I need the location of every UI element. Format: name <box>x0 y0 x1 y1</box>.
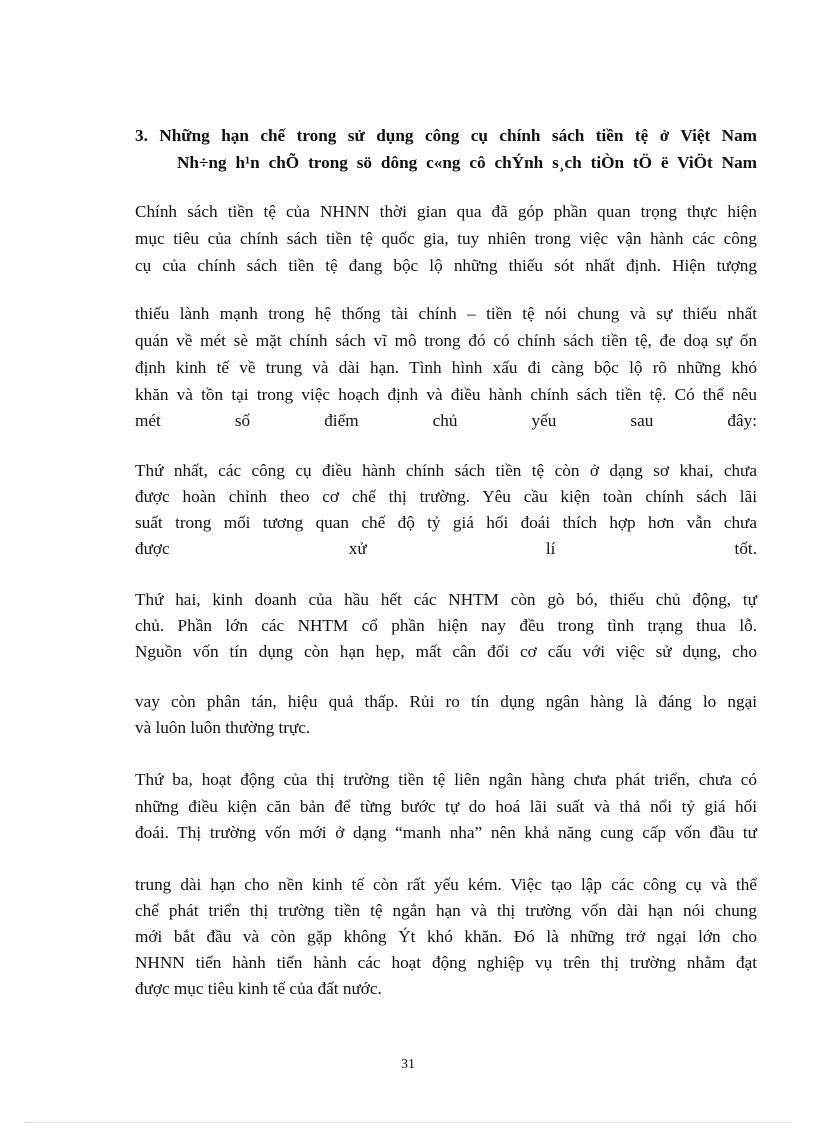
paragraph-line: Thứ nhất, các công cụ điều hành chính sách tiền tệ còn ở dạng sơ khai, chưa <box>135 461 757 480</box>
paragraph-line: suất trong mối tương quan chế độ tỷ giá hối đoái thích hợp hơn vẫn chưa <box>135 513 757 532</box>
paragraph-line: và luôn luôn thường trực. <box>135 718 311 737</box>
paragraph-line: chủ. Phần lớn các NHTM cổ phần hiện nay đều trong tình trạng thua lỗ. <box>135 616 757 635</box>
paragraph-line: được hoàn chỉnh theo cơ chế thị trường. Yêu cầu kiện toàn chính sách lãi <box>135 487 757 506</box>
paragraph-line: trung dài hạn cho nền kinh tế còn rất yếu kém. Việc tạo lập các công cụ và thể <box>135 875 757 894</box>
paragraph-line: Chính sách tiền tệ của NHNN thời gian qua đã góp phần quan trọng thực hiện <box>135 202 757 221</box>
paragraph-line: Nguồn vốn tín dụng còn hạn hẹp, mất cân đối cơ cấu với việc sử dụng, cho <box>135 642 757 661</box>
paragraph-line: vay còn phân tán, hiệu quả thấp. Rủi ro tín dụng ngân hàng là đáng lo ngại <box>135 692 757 711</box>
paragraph-line: quán về mét sè mặt chính sách vĩ mô trong đó có chính sách tiền tệ, đe doạ sự ổn <box>135 331 757 350</box>
paragraph-line: những điều kiện căn bản để từng bước tự do hoá lãi suất và thả nổi tỷ giá hối <box>135 797 757 816</box>
paragraph-line: định kinh tế về trung và dài hạn. Tình hình xấu đi càng bộc lộ rõ những khó <box>135 358 757 377</box>
paragraph-line: đoái. Thị trường vốn mới ở dạng “manh nha” nên khả năng cung cấp vốn đầu tư <box>135 823 757 842</box>
paragraph-line: Thứ hai, kinh doanh của hầu hết các NHTM còn gò bó, thiếu chủ động, tự <box>135 590 757 609</box>
paragraph-line: chế phát triển thị trường tiền tệ ngắn hạn và thị trường vốn dài hạn nói chung <box>135 901 757 920</box>
paragraph-line: được mục tiêu kinh tế của đất nước. <box>135 979 382 998</box>
paragraph-line: mục tiêu của chính sách tiền tệ quốc gia, tuy nhiên trong việc vận hành các công <box>135 229 757 248</box>
paragraph-line: được xử lí tốt. <box>135 539 757 558</box>
page-number: 31 <box>401 1057 415 1072</box>
section-heading: 3. Những hạn chế trong sử dụng công cụ chính sách tiền tệ ở Việt Nam <box>135 126 757 145</box>
paragraph-line: mét số điểm chủ yếu sau đây: <box>135 411 757 430</box>
paragraph-line: cụ của chính sách tiền tệ đang bộc lộ những thiếu sót nhất định. Hiện tượng <box>135 256 757 275</box>
paragraph-line: thiếu lành mạnh trong hệ thống tài chính – tiền tệ nói chung và sự thiếu nhất <box>135 304 757 323</box>
section-heading-legacy-encoding: Nh÷ng h¹n chÕ trong sö dông c«ng cô chÝnh s¸ch tiÒn tÖ ë ViÖt Nam <box>177 153 757 172</box>
paragraph-line: khăn và tồn tại trong việc hoạch định và điều hành chính sách tiền tệ. Có thể nêu <box>135 385 757 404</box>
paragraph-line: mới bắt đầu và còn gặp không Ýt khó khăn. Đó là những trở ngại lớn cho <box>135 927 757 946</box>
paragraph-line: Thứ ba, hoạt động của thị trường tiền tệ liên ngân hàng chưa phát triển, chưa có <box>135 770 757 789</box>
paragraph-line: NHNN tiến hành tiến hành các hoạt động nghiệp vụ trên thị trường nhằm đạt <box>135 953 757 972</box>
